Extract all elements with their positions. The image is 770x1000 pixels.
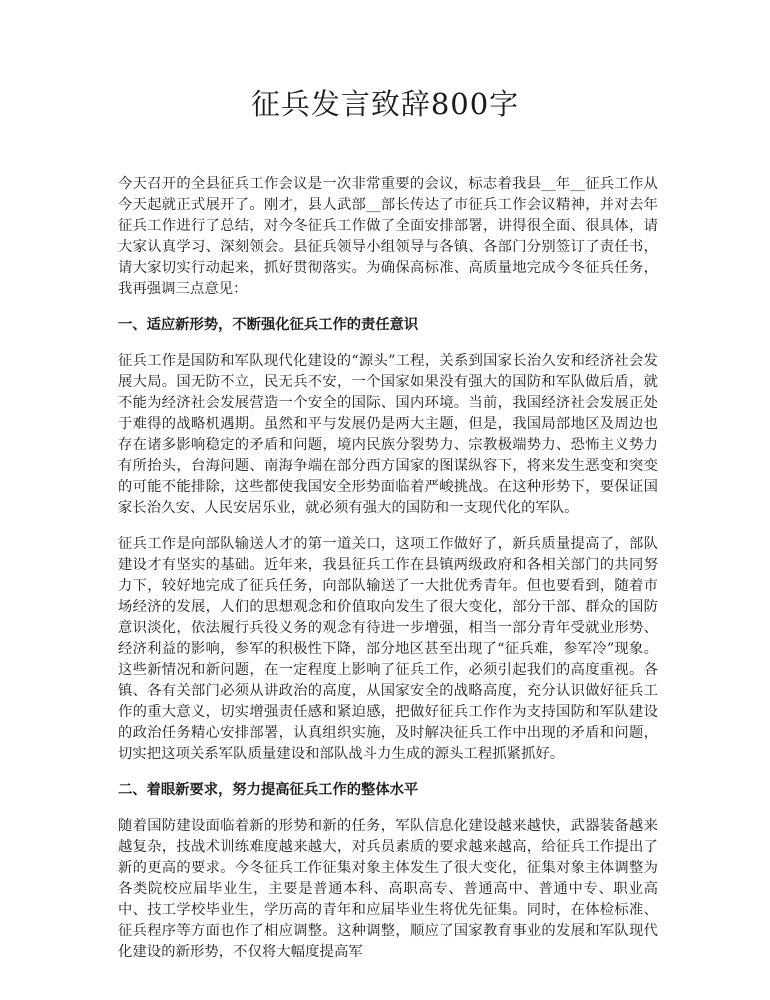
- document-body: [118, 174, 658, 978]
- intro-paragraph: 今天召开的全县征兵工作会议是一次非常重要的会议，标志着我县__年__征兵工作从今天起就正式展开了。刚才，县人武部__部长传达了市征兵工作会议精神，并对去年征兵工作进行了总结，对今冬征兵工作做了全面安排部署，讲得很全面、很具体，请大家认真学习、深刻领会。县征兵领导小组领导与各镇、各部门分别签订了责任书，请大家切实行动起来，抓好贯彻落实。为确保高标准、高质量地完成今冬征兵任务，我再强调三点意见：: [118, 176, 658, 297]
- document-title: 征兵发言致辞800字: [250, 87, 520, 121]
- section-1-paragraph-1: 征兵工作是国防和军队现代化建设的“源头”工程，关系到国家长治久安和经济社会发展大局。国无防不立，民无兵不安，一个国家如果没有强大的国防和军队做后盾，就不能为经济社会发展营造一个安全的国际、国内环境。当前，我国经济社会发展正处于难得的战略机遇期。虽然和平与发展仍是两大主题，但是，我国局部地区及周边也存在诸多影响稳定的矛盾和问题，境内民族分裂势力、宗教极端势力、恐怖主义势力有所抬头，台海问题、南海争端在部分西方国家的图谋纵容下，将来发生恶变和突变的可能不能排除，这些都使我国安全形势面临着严峻挑战。在这种形势下，要保证国家长治久安、人民安居乐业，就必须有强大的国防和一支现代化的军队。: [118, 353, 658, 516]
- section-2-paragraph-1: 随着国防建设面临着新的形势和新的任务，军队信息化建设越来越快，武器装备越来越复杂，技战术训练难度越来越大，对兵员素质的要求越来越高，给征兵工作提出了新的更高的要求。今冬征兵工作征集对象主体发生了很大变化，征集对象主体调整为各类院校应届毕业生，主要是普通本科、高职高专、普通高中、普通中专、职业高中、技工学校毕业生，学历高的青年和应届毕业生将优先征集。同时，在体检标准、征兵程序等方面也作了相应调整。这种调整，顺应了国家教育事业的发展和军队现代化建设的新形势，不仅将大幅度提高军: [118, 818, 658, 960]
- section-heading-1: 一、适应新形势，不断强化征兵工作的责任意识: [118, 317, 419, 333]
- section-heading-2: 二、着眼新要求，努力提高征兵工作的整体水平: [118, 782, 419, 798]
- section-1-paragraph-2: 征兵工作是向部队输送人才的第一道关口，这项工作做好了，新兵质量提高了，部队建设才有坚实的基础。近年来，我县征兵工作在县镇两级政府和各相关部门的共同努力下，较好地完成了征兵任务，向部队输送了一大批优秀青年。但也要看到，随着市场经济的发展，人们的思想观念和价值取向发生了很大变化，部分干部、群众的国防意识淡化，依法履行兵役义务的观念有待进一步增强，相当一部分青年受就业形势、经济利益的影响，参军的积极性下降，部分地区甚至出现了“征兵难，参军冷”现象。这些新情况和新问题，在一定程度上影响了征兵工作，必须引起我们的高度重视。各镇、各有关部门必须从讲政治的高度，从国家安全的战略高度，充分认识做好征兵工作的重大意义，切实增强责任感和紧迫感，把做好征兵工作作为支持国防和军队建设的政治任务精心安排部署，认真组织实施，及时解决征兵工作中出现的矛盾和问题，切实把这项关系军队质量建设和部队战斗力生成的源头工程抓紧抓好。: [118, 536, 658, 762]
